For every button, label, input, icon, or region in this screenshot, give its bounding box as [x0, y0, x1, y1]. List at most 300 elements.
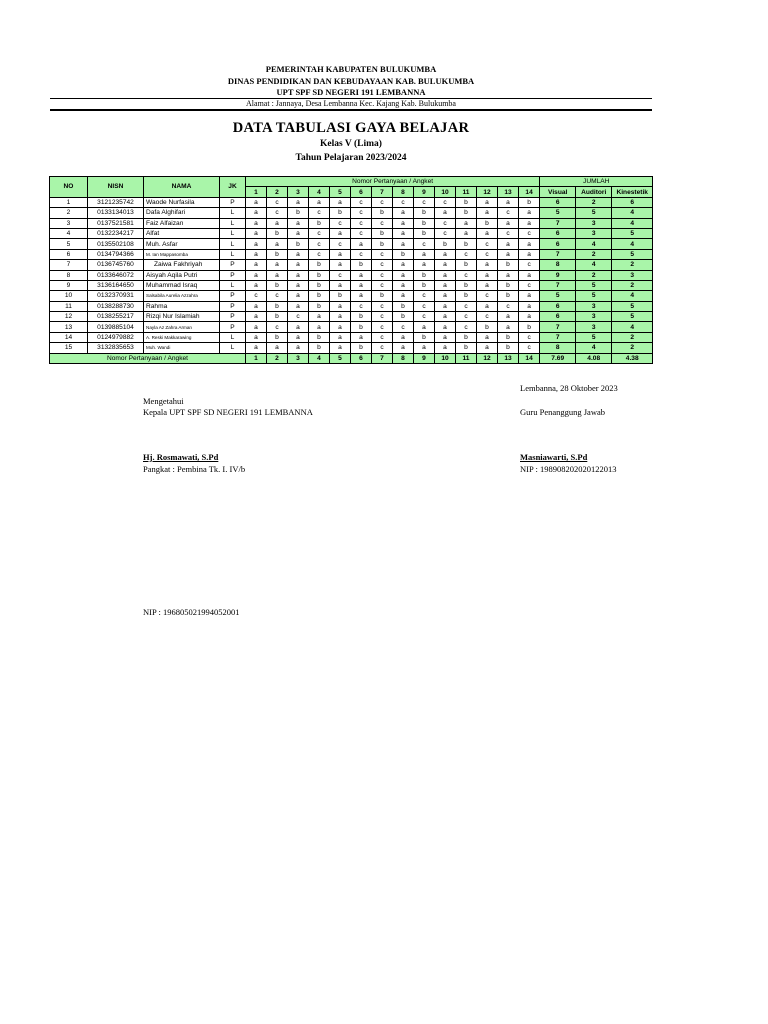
cell-answer: b [267, 312, 288, 322]
cell-answer: b [456, 197, 477, 207]
cell-answer: c [309, 249, 330, 259]
document-title: DATA TABULASI GAYA BELAJAR [232, 120, 470, 136]
cell-answer: a [330, 260, 351, 270]
cell-answer: b [393, 249, 414, 259]
cell-jk: P [220, 301, 246, 311]
cell-visual: 7 [540, 280, 576, 290]
cell-answer: b [519, 197, 540, 207]
cell-answer: b [309, 260, 330, 270]
cell-answer: a [288, 228, 309, 238]
cell-visual: 7 [540, 322, 576, 332]
cell-answer: a [414, 343, 435, 353]
cell-nama: Muh. Wandi [144, 343, 220, 353]
cell-answer: a [288, 218, 309, 228]
cell-kinestetik: 2 [612, 332, 653, 342]
cell-jk: L [220, 218, 246, 228]
cell-answer: c [330, 239, 351, 249]
cell-answer: b [456, 260, 477, 270]
table-row [50, 301, 653, 311]
table-row [50, 239, 653, 249]
letterhead-address: Alamat : Jannaya, Desa Lembanna Kec. Kajang Kab. Bulukumba [246, 99, 456, 108]
cell-answer: a [288, 260, 309, 270]
question-number-header: 6 [351, 187, 372, 197]
cell-answer: c [414, 301, 435, 311]
cell-kinestetik: 5 [612, 249, 653, 259]
cell-auditori: 5 [576, 332, 612, 342]
header-jumlah: JUMLAH [540, 177, 653, 187]
cell-answer: b [414, 280, 435, 290]
cell-answer: a [330, 249, 351, 259]
cell-answer: c [372, 301, 393, 311]
cell-answer: b [519, 322, 540, 332]
table-row [50, 197, 653, 207]
cell-kinestetik: 2 [612, 280, 653, 290]
cell-nisn: 0138288730 [88, 301, 144, 311]
cell-answer: c [372, 322, 393, 332]
cell-answer: c [519, 280, 540, 290]
cell-answer: b [372, 208, 393, 218]
cell-answer: a [288, 301, 309, 311]
cell-nisn: 0137521581 [88, 218, 144, 228]
cell-answer: a [246, 332, 267, 342]
cell-answer: c [414, 197, 435, 207]
cell-visual: 6 [540, 197, 576, 207]
cell-answer: b [309, 291, 330, 301]
cell-auditori: 4 [576, 343, 612, 353]
cell-answer: a [246, 280, 267, 290]
cell-answer: a [288, 322, 309, 332]
cell-no: 2 [50, 208, 88, 218]
cell-nisn: 0134794366 [88, 249, 144, 259]
cell-answer: a [435, 332, 456, 342]
cell-jk: P [220, 322, 246, 332]
cell-answer: a [267, 270, 288, 280]
cell-nama: A. Reski Makkarawing [144, 332, 220, 342]
cell-answer: b [372, 239, 393, 249]
cell-no: 11 [50, 301, 88, 311]
cell-answer: a [246, 197, 267, 207]
cell-answer: a [456, 228, 477, 238]
cell-answer: a [309, 197, 330, 207]
cell-answer: b [414, 228, 435, 238]
cell-visual: 9 [540, 270, 576, 280]
cell-answer: b [456, 208, 477, 218]
cell-auditori: 3 [576, 322, 612, 332]
cell-answer: a [351, 280, 372, 290]
cell-visual: 7 [540, 332, 576, 342]
cell-answer: a [246, 228, 267, 238]
footer-label: Nomor Pertanyaan / Angket [50, 353, 246, 363]
header-no: NO [50, 177, 88, 198]
question-number-header: 7 [372, 187, 393, 197]
cell-answer: c [288, 312, 309, 322]
cell-answer: a [477, 332, 498, 342]
cell-visual: 5 [540, 291, 576, 301]
cell-kinestetik: 4 [612, 208, 653, 218]
cell-answer: a [246, 218, 267, 228]
cell-jk: L [220, 249, 246, 259]
cell-answer: c [435, 197, 456, 207]
cell-answer: a [477, 260, 498, 270]
cell-jk: L [220, 208, 246, 218]
cell-nisn: 0132234217 [88, 228, 144, 238]
cell-answer: a [246, 270, 267, 280]
cell-answer: b [414, 270, 435, 280]
cell-visual: 6 [540, 228, 576, 238]
learning-style-table [49, 176, 653, 364]
header-auditori: Auditori [576, 187, 612, 197]
cell-answer: a [288, 270, 309, 280]
cell-answer: b [414, 332, 435, 342]
left-signer-rank: Pangkat : Pembina Tk. I. IV/b [143, 464, 246, 474]
cell-answer: c [477, 249, 498, 259]
cell-answer: c [309, 208, 330, 218]
cell-answer: a [246, 208, 267, 218]
cell-answer: b [372, 291, 393, 301]
table-row [50, 228, 653, 238]
question-number-header: 4 [309, 187, 330, 197]
cell-answer: a [519, 239, 540, 249]
cell-answer: c [393, 322, 414, 332]
cell-auditori: 5 [576, 291, 612, 301]
cell-answer: a [414, 322, 435, 332]
cell-jk: P [220, 312, 246, 322]
header-kinestetik: Kinestetik [612, 187, 653, 197]
cell-answer: a [267, 218, 288, 228]
cell-answer: a [246, 312, 267, 322]
cell-no: 9 [50, 280, 88, 290]
cell-answer: c [477, 312, 498, 322]
cell-answer: c [414, 291, 435, 301]
cell-answer: a [414, 260, 435, 270]
cell-answer: b [393, 312, 414, 322]
cell-answer: a [498, 249, 519, 259]
cell-nisn: 3136164650 [88, 280, 144, 290]
cell-visual: 6 [540, 312, 576, 322]
header-visual: Visual [540, 187, 576, 197]
question-number-header: 10 [435, 187, 456, 197]
cell-answer: b [477, 322, 498, 332]
cell-answer: b [351, 343, 372, 353]
letterhead-line-2: DINAS PENDIDIKAN DAN KEBUDAYAAN KAB. BULUKUMBA [227, 76, 475, 86]
cell-answer: a [435, 343, 456, 353]
cell-answer: c [351, 301, 372, 311]
table-row [50, 291, 653, 301]
cell-answer: a [498, 322, 519, 332]
cell-kinestetik: 5 [612, 301, 653, 311]
cell-answer: c [372, 270, 393, 280]
cell-answer: b [330, 291, 351, 301]
cell-nama: Muhammad Israq [144, 280, 220, 290]
cell-answer: c [498, 301, 519, 311]
cell-answer: a [477, 301, 498, 311]
letterhead-line-3: UPT SPF SD NEGERI 191 LEMBANNA [276, 87, 426, 97]
cell-no: 13 [50, 322, 88, 332]
cell-kinestetik: 4 [612, 218, 653, 228]
cell-answer: a [435, 260, 456, 270]
cell-answer: c [414, 239, 435, 249]
cell-answer: c [372, 249, 393, 259]
cell-no: 3 [50, 218, 88, 228]
cell-nama: Nayla Az Zahra Arman [144, 322, 220, 332]
cell-answer: c [330, 270, 351, 280]
cell-answer: a [477, 197, 498, 207]
cell-nama: Aisyah Aqila Putri [144, 270, 220, 280]
cell-nisn: 0133646072 [88, 270, 144, 280]
cell-answer: b [309, 218, 330, 228]
cell-answer: b [309, 343, 330, 353]
cell-nisn: 3121235742 [88, 197, 144, 207]
cell-answer: b [351, 322, 372, 332]
cell-no: 1 [50, 197, 88, 207]
cell-answer: b [456, 239, 477, 249]
cell-no: 14 [50, 332, 88, 342]
cell-no: 5 [50, 239, 88, 249]
cell-answer: a [288, 291, 309, 301]
cell-answer: a [246, 249, 267, 259]
cell-visual: 6 [540, 301, 576, 311]
cell-answer: a [477, 270, 498, 280]
footer-question-number: 14 [519, 353, 540, 363]
cell-answer: a [393, 228, 414, 238]
cell-answer: a [456, 218, 477, 228]
cell-kinestetik: 5 [612, 228, 653, 238]
table-row [50, 343, 653, 353]
cell-answer: b [330, 208, 351, 218]
cell-answer: a [330, 197, 351, 207]
cell-answer: a [330, 228, 351, 238]
cell-answer: b [498, 332, 519, 342]
cell-answer: c [267, 322, 288, 332]
cell-answer: a [477, 280, 498, 290]
header-nama: NAMA [144, 177, 220, 198]
footer-question-number: 12 [477, 353, 498, 363]
cell-visual: 5 [540, 208, 576, 218]
cell-answer: a [435, 322, 456, 332]
cell-answer: b [498, 280, 519, 290]
cell-auditori: 5 [576, 208, 612, 218]
cell-answer: a [330, 343, 351, 353]
cell-answer: c [351, 197, 372, 207]
cell-answer: b [267, 332, 288, 342]
cell-jk: L [220, 239, 246, 249]
cell-answer: c [477, 239, 498, 249]
cell-answer: b [414, 218, 435, 228]
right-signer-nip: NIP : 198908202020122013 [520, 464, 617, 474]
cell-nisn: 0132370931 [88, 291, 144, 301]
cell-nama: Zaiwa Fakhriyah [144, 260, 220, 270]
cell-answer: a [435, 291, 456, 301]
cell-answer: a [330, 332, 351, 342]
cell-answer: b [288, 239, 309, 249]
cell-no: 12 [50, 312, 88, 322]
cell-answer: a [351, 332, 372, 342]
cell-no: 6 [50, 249, 88, 259]
cell-answer: c [456, 312, 477, 322]
left-role: Kepala UPT SPF SD NEGERI 191 LEMBANNA [143, 407, 313, 417]
cell-answer: a [309, 322, 330, 332]
cell-answer: b [477, 218, 498, 228]
cell-answer: a [519, 218, 540, 228]
cell-answer: b [267, 249, 288, 259]
cell-kinestetik: 5 [612, 312, 653, 322]
cell-answer: a [498, 239, 519, 249]
cell-answer: a [288, 332, 309, 342]
footer-question-number: 7 [372, 353, 393, 363]
cell-answer: b [498, 343, 519, 353]
class-label: Kelas V (Lima) [320, 139, 382, 149]
table-row [50, 218, 653, 228]
cell-answer: a [435, 301, 456, 311]
cell-jk: P [220, 291, 246, 301]
cell-no: 4 [50, 228, 88, 238]
footer-visual-average: 7.69 [540, 353, 576, 363]
cell-no: 10 [50, 291, 88, 301]
cell-answer: a [393, 239, 414, 249]
cell-answer: c [519, 332, 540, 342]
cell-answer: a [498, 270, 519, 280]
footer-question-number: 5 [330, 353, 351, 363]
cell-answer: a [435, 312, 456, 322]
question-number-header: 12 [477, 187, 498, 197]
cell-answer: c [498, 208, 519, 218]
cell-nama: Dafa Alghifari [144, 208, 220, 218]
cell-answer: a [393, 260, 414, 270]
cell-answer: c [351, 218, 372, 228]
cell-visual: 8 [540, 343, 576, 353]
cell-no: 8 [50, 270, 88, 280]
cell-auditori: 4 [576, 260, 612, 270]
cell-answer: a [435, 208, 456, 218]
cell-answer: b [309, 332, 330, 342]
table-row [50, 260, 653, 270]
table-row [50, 280, 653, 290]
cell-answer: a [477, 343, 498, 353]
table-row [50, 249, 653, 259]
cell-answer: a [393, 343, 414, 353]
cell-answer: b [267, 280, 288, 290]
cell-answer: b [414, 208, 435, 218]
cell-answer: c [372, 312, 393, 322]
cell-answer: b [351, 260, 372, 270]
cell-nisn: 0136745760 [88, 260, 144, 270]
question-number-header: 1 [246, 187, 267, 197]
cell-answer: c [372, 218, 393, 228]
cell-nama: Rahma [144, 301, 220, 311]
footer-question-number: 6 [351, 353, 372, 363]
cell-nisn: 0124979882 [88, 332, 144, 342]
cell-answer: a [267, 239, 288, 249]
cell-answer: a [519, 291, 540, 301]
cell-answer: c [372, 280, 393, 290]
cell-answer: b [393, 301, 414, 311]
cell-jk: L [220, 332, 246, 342]
question-number-header: 13 [498, 187, 519, 197]
cell-jk: P [220, 270, 246, 280]
cell-answer: b [267, 228, 288, 238]
cell-nisn: 3132835653 [88, 343, 144, 353]
cell-answer: c [477, 291, 498, 301]
cell-kinestetik: 2 [612, 260, 653, 270]
cell-answer: a [519, 301, 540, 311]
cell-answer: a [519, 270, 540, 280]
right-role: Guru Penanggung Jawab [520, 407, 605, 417]
cell-answer: c [351, 208, 372, 218]
cell-answer: c [351, 228, 372, 238]
left-signer-nip: NIP : 196805021994052001 [143, 607, 240, 617]
table-row [50, 270, 653, 280]
cell-visual: 7 [540, 249, 576, 259]
cell-answer: b [435, 239, 456, 249]
cell-nisn: 0138255217 [88, 312, 144, 322]
cell-nama: Faiz Alfaizan [144, 218, 220, 228]
cell-answer: c [267, 291, 288, 301]
cell-answer: c [267, 197, 288, 207]
table-row [50, 322, 653, 332]
cell-answer: c [519, 260, 540, 270]
cell-nama: Muh. Asfar [144, 239, 220, 249]
cell-nama: M. Ian Mappasomba [144, 249, 220, 259]
cell-answer: a [498, 218, 519, 228]
header-questions: Nomor Pertanyaan / Angket [246, 177, 540, 187]
cell-answer: b [372, 228, 393, 238]
cell-answer: c [372, 343, 393, 353]
cell-no: 15 [50, 343, 88, 353]
table-row [50, 332, 653, 342]
cell-nisn: 0133134013 [88, 208, 144, 218]
cell-answer: a [435, 280, 456, 290]
cell-answer: b [267, 301, 288, 311]
cell-answer: c [456, 249, 477, 259]
table-row [50, 208, 653, 218]
cell-answer: a [519, 312, 540, 322]
cell-kinestetik: 4 [612, 322, 653, 332]
letterhead-divider-bottom [50, 109, 652, 111]
cell-kinestetik: 3 [612, 270, 653, 280]
header-jk: JK [220, 177, 246, 198]
cell-visual: 6 [540, 239, 576, 249]
cell-answer: a [477, 228, 498, 238]
cell-kinestetik: 4 [612, 239, 653, 249]
letterhead-line-1: PEMERINTAH KABUPATEN BULUKUMBA [265, 64, 437, 74]
cell-auditori: 2 [576, 270, 612, 280]
question-number-header: 5 [330, 187, 351, 197]
cell-answer: c [267, 208, 288, 218]
cell-visual: 7 [540, 218, 576, 228]
cell-answer: b [456, 280, 477, 290]
cell-nama: Salsabila Aurelia Azzahra [144, 291, 220, 301]
cell-auditori: 3 [576, 228, 612, 238]
cell-answer: a [330, 322, 351, 332]
cell-auditori: 2 [576, 197, 612, 207]
cell-answer: a [477, 208, 498, 218]
cell-auditori: 3 [576, 218, 612, 228]
cell-answer: a [351, 291, 372, 301]
cell-nama: Alfat [144, 228, 220, 238]
footer-question-number: 1 [246, 353, 267, 363]
cell-answer: a [393, 291, 414, 301]
footer-question-number: 8 [393, 353, 414, 363]
cell-answer: a [309, 312, 330, 322]
cell-answer: c [519, 343, 540, 353]
cell-answer: a [330, 280, 351, 290]
cell-answer: a [498, 312, 519, 322]
cell-jk: P [220, 260, 246, 270]
cell-answer: a [288, 249, 309, 259]
question-number-header: 3 [288, 187, 309, 197]
cell-answer: a [435, 270, 456, 280]
table-row [50, 312, 653, 322]
